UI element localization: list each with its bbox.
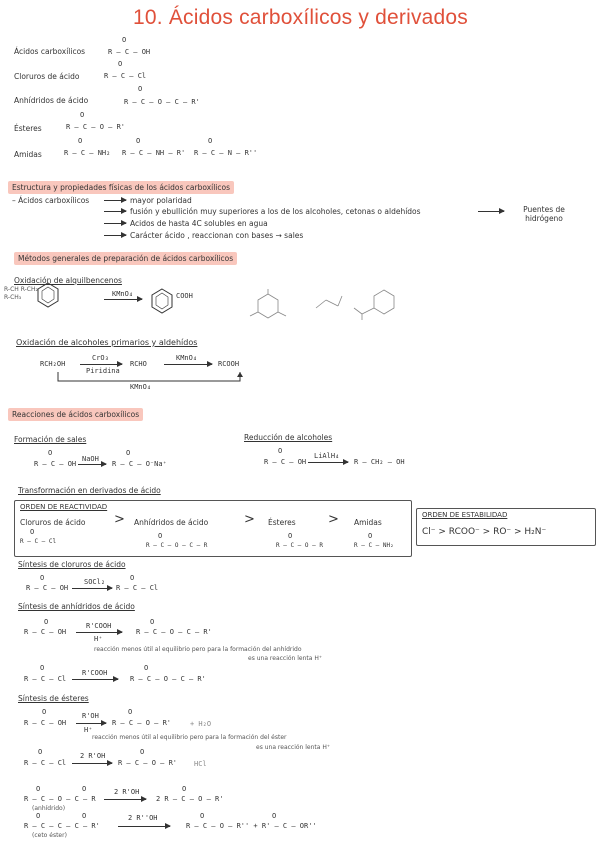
ester-formula: R – C – O – R' [66,123,126,131]
salt-product: R – C – O⁻Na⁺ [112,460,167,468]
carbonyl-o: O [30,528,35,536]
roh-reagent: 2 R'OH [80,752,106,760]
chloride-synthesis-title: Síntesis de cloruros de ácido [18,560,126,569]
carbonyl-o: O [48,449,53,457]
roh-reagent: 2 R''OH [128,814,158,822]
reduction-start: R – C – OH [264,458,307,466]
arrow-icon [308,462,348,463]
reactivity-formula: R – C – O – C – R [146,542,208,549]
anhydride-synthesis-start: R – C – OH [24,628,67,636]
reactivity-formula: R – C – O – R [276,542,323,549]
salt-start: R – C – OH [34,460,77,468]
reduction-product: R – CH₂ – OH [354,458,405,466]
carbonyl-o: O [42,708,47,716]
molecule-sketch-icon [246,288,290,322]
section-heading-structure: Estructura y propiedades físicas de los ácidos carboxílicos [8,181,234,194]
kmno4-reagent: KMnO₄ [130,383,152,391]
carbonyl-o: O [278,447,283,455]
carbonyl-o: O [288,532,293,540]
transformation-title: Transformación en derivados de ácido [18,486,161,495]
carbonyl-o: O [130,574,135,582]
anhydride2-start: R – C – Cl [24,675,67,683]
hydrogen-bond-note: Puentes de hidrógeno [523,205,565,223]
reactivity-item: Ésteres [268,518,296,527]
carbonyl-o: O [144,664,149,672]
arrow-icon [76,723,106,724]
rcooh-reagent: R'COOH [86,622,112,630]
carbonyl-o: O [140,748,145,756]
carbonyl-o: O [138,85,143,93]
anhydride-caption: (anhídrido) [32,805,66,812]
salt-formation-title: Formación de sales [14,435,87,444]
benzene-ring-icon [36,282,60,308]
amide-formula-3: R – C – N – R'' [194,149,258,157]
acids-lead: – Ácidos carboxílicos [12,196,90,205]
anhydride-note-2: es una reacción lenta H⁺ [248,655,323,662]
section-heading-reactions: Reacciones de ácidos carboxílicos [8,408,143,421]
anhydride-synthesis-product: R – C – O – C – R' [136,628,212,636]
carbonyl-o: O [158,532,163,540]
carbonyl-o: O [368,532,373,540]
carbonyl-o: O [40,574,45,582]
stability-order: Cl⁻ > RCOO⁻ > RO⁻ > H₂N⁻ [422,527,547,537]
amide-label: Amidas [14,150,42,159]
keto-ester-caption: (ceto éster) [32,832,67,839]
ester4-product: R – C – O – R'' + R' – C – OR'' [186,822,317,830]
arrow-icon [478,211,504,212]
carbonyl-o: O [208,137,213,145]
carbonyl-o: O [136,137,141,145]
greater-than: > [114,512,125,527]
reactivity-title: ORDEN DE REACTIVIDAD [20,503,108,511]
anhydride-formula: R – C – O – C – R' [124,98,200,106]
acid-label: Ácidos carboxílicos [14,47,86,56]
acid-formula: R – C – OH [108,48,151,56]
page-title: 10. Ácidos carboxílicos y derivados [133,6,468,29]
arrow-icon [72,679,118,680]
amide-formula-1: R – C – NH₂ [64,149,111,157]
carbonyl-o: O [200,812,205,820]
arrow-icon [104,223,126,224]
greater-than: > [328,512,339,527]
chloride-synthesis-product: R – C – Cl [116,584,159,592]
benzene-ring-icon [150,288,174,314]
ester-note: reacción menos útil al equilibrio pero para la formación del éster [92,734,287,741]
property-item: mayor polaridad [130,196,192,205]
section-heading-preparation: Métodos generales de preparación de ácidos carboxílicos [14,252,237,265]
carbonyl-o: O [82,812,87,820]
kmno4-reagent: KMnO₄ [176,354,198,362]
property-item: fusión y ebullición muy superiores a los de los alcoholes, cetonas o aldehídos [130,207,421,216]
arrow-icon [72,588,112,589]
rcooh-reagent: R'COOH [82,669,108,677]
stability-title: ORDEN DE ESTABILIDAD [422,511,508,519]
arrow-icon [104,200,126,201]
molecule-sketch-icon [312,292,346,316]
reactivity-item: Amidas [354,518,382,527]
anhydride-synthesis-title: Síntesis de anhídridos de ácido [18,602,135,611]
property-item: Acidos de hasta 4C solubles en agua [130,219,268,228]
chloride-label: Cloruros de ácido [14,72,80,81]
reactivity-item: Cloruros de ácido [20,518,86,527]
lialh4-reagent: LiAlH₄ [314,452,340,460]
kmno4-reagent: KMnO₄ [112,290,134,298]
ester-note-2: es una reacción lenta H⁺ [256,744,331,751]
arrow-icon [118,826,170,827]
roh-reagent: 2 R'OH [114,788,140,796]
chloride-synthesis-start: R – C – OH [26,584,69,592]
arrow-icon [104,299,142,300]
ester3-product: 2 R – C – O – R' [156,795,224,803]
molecule-sketch-icon [350,286,406,322]
ester-synthesis-start: R – C – OH [24,719,67,727]
arrow-icon [80,364,122,365]
arrow-icon [104,235,126,236]
ester3-start: R – C – O – C – R [24,795,96,803]
reactivity-item: Anhídridos de ácido [134,518,209,527]
carbonyl-o: O [182,785,187,793]
alkylbenzene-title: Oxidación de alquilbencenos [14,276,122,285]
arrow-icon [72,763,112,764]
arrow-icon [76,632,122,633]
pyridine-reagent: Piridina [86,367,120,375]
anhydride2-product: R – C – O – C – R' [130,675,206,683]
carbonyl-o: O [78,137,83,145]
ester-synthesis-product: R – C – O – R' [112,719,172,727]
cro3-reagent: CrO₃ [92,354,109,362]
carboxylic-acid: RCOOH [218,360,240,368]
greater-than: > [244,512,255,527]
acid-catalyst: H⁺ [84,726,93,734]
alkyl-chains: R-CH R-CH₂ R-CH₃ [4,286,38,301]
carbonyl-o: O [272,812,277,820]
cooh-product: COOH [176,292,193,300]
water-byproduct: + H₂O [190,720,212,728]
roh-reagent: R'OH [82,712,99,720]
reduction-title: Reducción de alcoholes [244,433,333,442]
carbonyl-o: O [128,708,133,716]
carbonyl-o: O [38,748,43,756]
property-item: Carácter ácido , reaccionan con bases → sales [130,231,304,240]
naoh-reagent: NaOH [82,455,99,463]
anhydride-note: reacción menos útil al equilibrio pero para la formación del anhídrido [94,646,302,653]
socl2-reagent: SOCl₂ [84,578,106,586]
reactivity-formula: R – C – Cl [20,538,57,545]
amide-formula-2: R – C – NH – R' [122,149,186,157]
arrow-icon [104,211,126,212]
reactivity-formula: R – C – NH₂ [354,542,394,549]
carbonyl-o: O [80,111,85,119]
primary-alcohol: RCH₂OH [40,360,66,368]
aldehyde: RCHO [130,360,147,368]
carbonyl-o: O [36,785,41,793]
anhydride-label: Anhídridos de ácido [14,96,89,105]
carbonyl-o: O [40,664,45,672]
carbonyl-o: O [36,812,41,820]
ester-synthesis-title: Síntesis de ésteres [18,694,89,703]
carbonyl-o: O [118,60,123,68]
ester4-start: R – C – C – C – R' [24,822,100,830]
carbonyl-o: O [150,618,155,626]
carbonyl-o: O [122,36,127,44]
carbonyl-o: O [126,449,131,457]
hcl-byproduct: HCl [194,760,207,768]
ester2-product: R – C – O – R' [118,759,178,767]
ester-label: Ésteres [14,124,42,133]
acid-catalyst: H⁺ [94,635,103,643]
arrow-icon [104,799,146,800]
chloride-formula: R – C – Cl [104,72,147,80]
carbonyl-o: O [44,618,49,626]
ester2-start: R – C – Cl [24,759,67,767]
arrow-icon [164,364,212,365]
oxidation-title: Oxidación de alcoholes primarios y aldehídos [16,338,198,347]
carbonyl-o: O [82,785,87,793]
arrow-icon [78,464,106,465]
